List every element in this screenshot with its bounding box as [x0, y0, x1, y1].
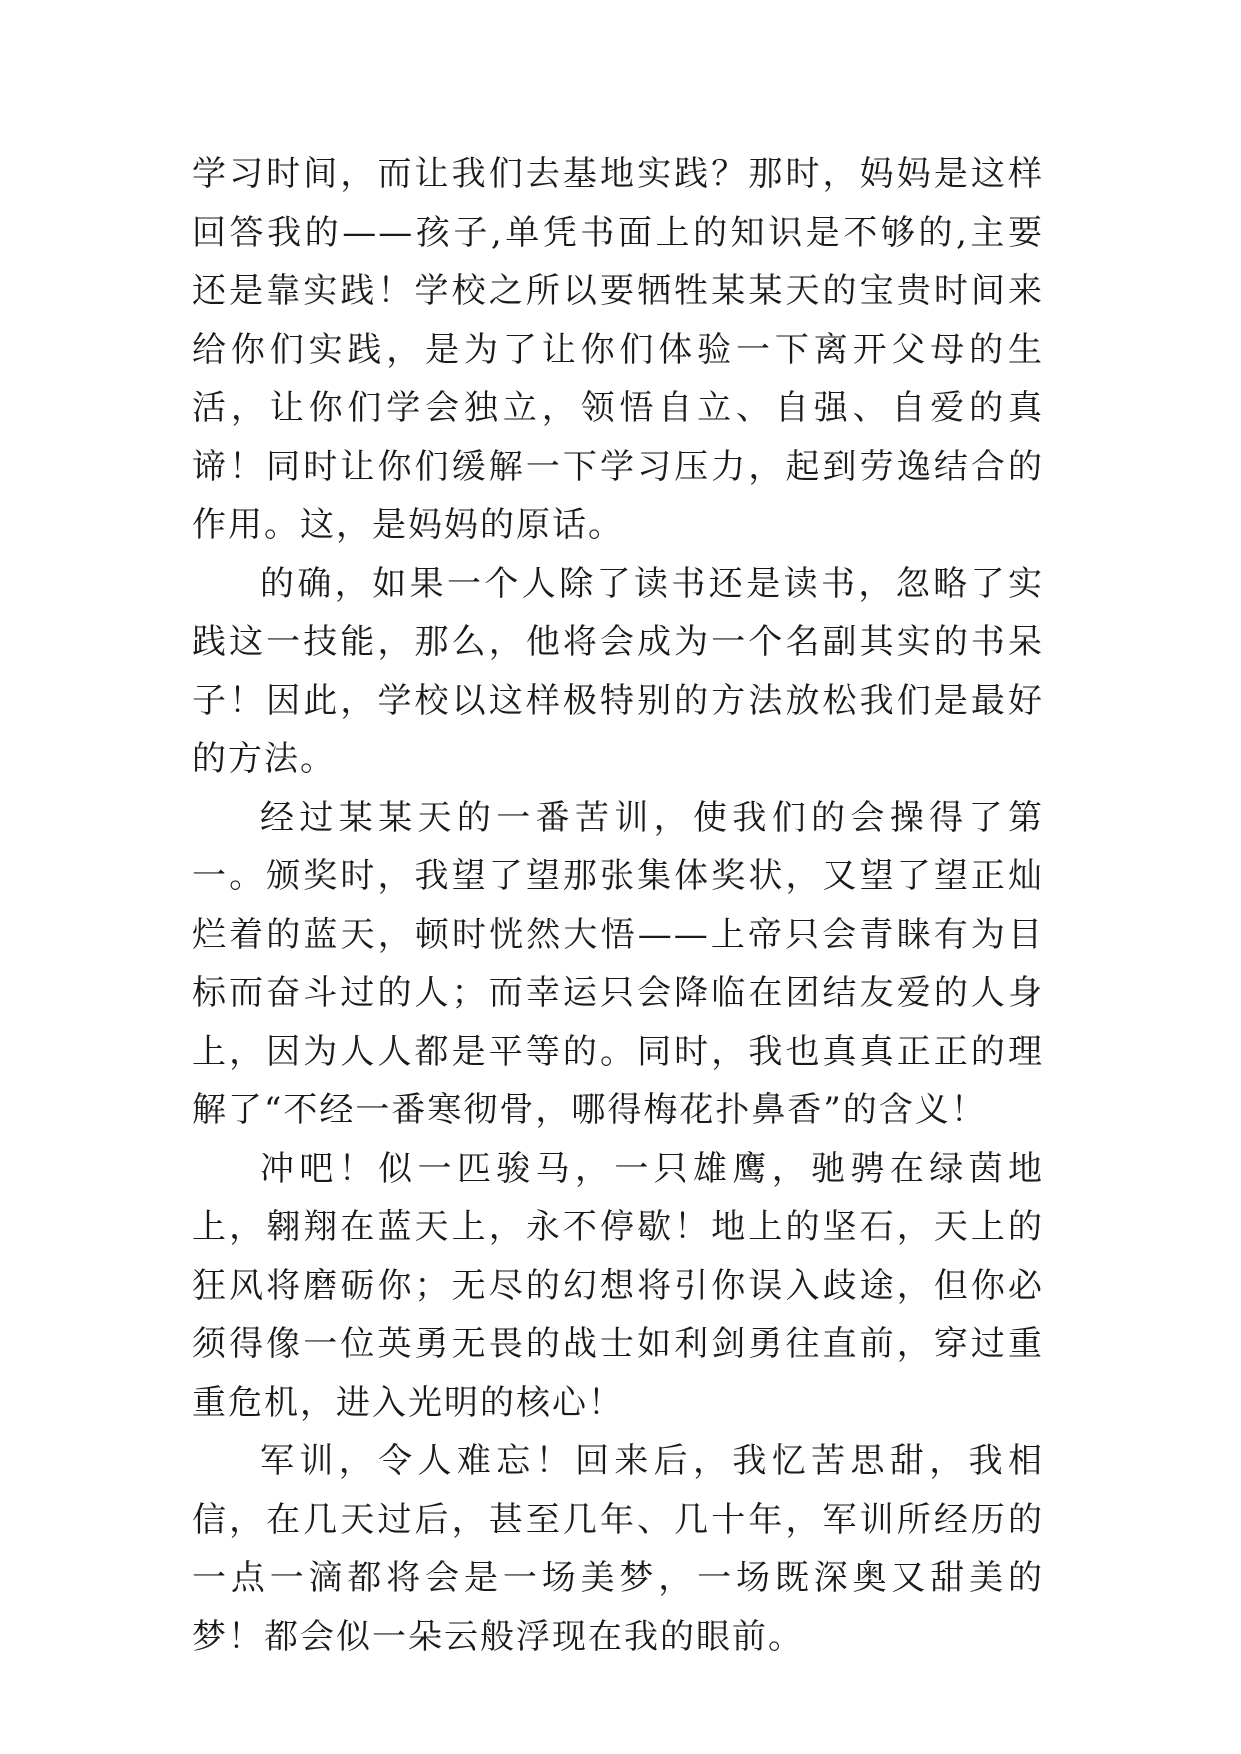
paragraph-2: 的确，如果一个人除了读书还是读书，忽略了实践这一技能，那么，他将会成为一个名副其实的书呆子！因此，学校以这样极特别的方法放松我们是最好的方法。	[192, 563, 1044, 779]
paragraph-3: 经过某某天的一番苦训，使我们的会操得了第一。颁奖时，我望了望那张集体奖状，又望了望正灿烂着的蓝天，顿时恍然大悟——上帝只会青睐有为目标而奋斗过的人；而幸运只会降临在团结友爱的人身上，因为人人都是平等的。同时，我也真真正正的理解了“不经一番寒彻骨，哪得梅花扑鼻香”的含义！	[192, 797, 1044, 1130]
paragraph-5: 军训，令人难忘！回来后，我忆苦思甜，我相信，在几天过后，甚至几年、几十年，军训所经历的一点一滴都将会是一场美梦，一场既深奥又甜美的梦！都会似一朵云般浮现在我的眼前。	[192, 1441, 1044, 1657]
paragraph-4: 冲吧！似一匹骏马，一只雄鹰，驰骋在绿茵地上，翱翔在蓝天上，永不停歇！地上的坚石，天上的狂风将磨砺你；无尽的幻想将引你误入歧途，但你必须得像一位英勇无畏的战士如利剑勇往直前，穿过重重危机，进入光明的核心！	[192, 1148, 1044, 1423]
document-body	[192, 145, 1044, 1666]
paragraph-1: 学习时间，而让我们去基地实践？那时，妈妈是这样回答我的——孩子,单凭书面上的知识是不够的,主要还是靠实践！学校之所以要牺牲某某天的宝贵时间来给你们实践，是为了让你们体验一下离开父母的生活，让你们学会独立，领悟自立、自强、自爱的真谛！同时让你们缓解一下学习压力，起到劳逸结合的作用。这，是妈妈的原话。	[192, 154, 1044, 545]
